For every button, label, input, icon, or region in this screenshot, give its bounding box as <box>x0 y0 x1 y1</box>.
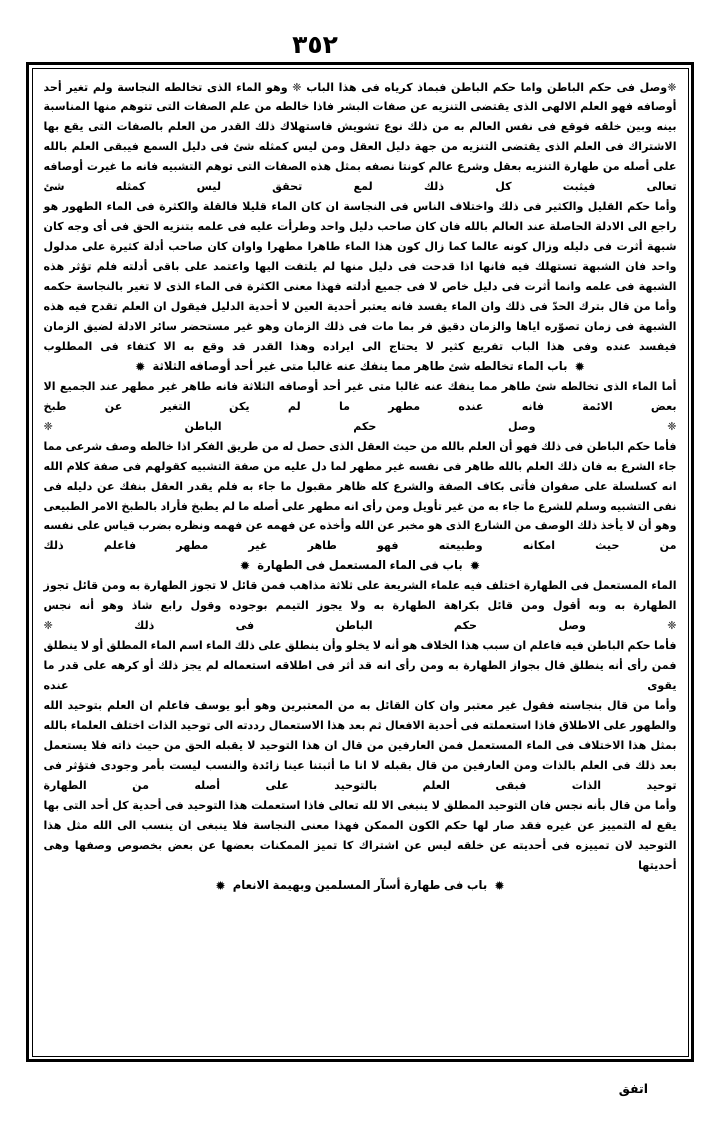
page-number: ٣٥٢ <box>292 29 338 59</box>
inline-section-heading: ❈ وصل حكم الباطن ❈ <box>43 419 677 433</box>
paragraph-block: أما الماء الذى تخالطه شئ طاهر مما ينفك عنه غالبا متى غير أحد أوصافه الثلاثة فانه طاهر غير مطهر عند الجميع الا بعض الائمة فانه عنده مطهر ما لم يكن التغير عن طبخ <box>43 379 677 413</box>
paragraph-block: وأما من قال بترك الحدّ فى ذلك وان الماء يفسد فانه يعتبر أحدية العين لا أحدية الدليل فيقول ان العلم تقدح فيه هذه الشبهة فى زمان تصوّره اياها والزمان دقيق فر بما مات فى ذلك الزمان وهو غير مستحضر سائر الادلة لضيق الزمان فيفسد عنده وفى هذا الباب تفريع كثير لا يحتاج الى ايراده وهذا القدر قد وقع به الا كتفاء فى المطلوب <box>43 299 677 353</box>
section-heading <box>44 556 677 576</box>
paragraph-block: ❈وصل فى حكم الباطن واما حكم الباطن فبماذ كرياه فى هذا الباب ❈ وهو الماء الذى تخالطه النجاسة ولم تغير أحد أوصافه فهو العلم الالهى الذى يقتضى التنزيه عن صفات البشر فاذا خالطه من علم الصفات التى تتوهم منها المناسبة بينه وبين خلقه فوقع فى نفس العالم به من ذلك نوع تشويش فاستهلاك ذلك القدر من العلم بالصفات التى يقع بها الاشتراك فى العلم الذى يقتضى التنزيه من جهة دليل العقل ومن ليس كمثله شئ فى دليل السمع فيبقى العلم بالله على أصله من طهارة التنزيه بعقل وشرع عالم كونتا نصفه بمثل هذه الصفات التى توهم التشبيه فانه ما غيرت أوصافه تعالى فيثبت كل ذلك لمع تحقق ليس كمثله شئ <box>43 80 677 194</box>
paragraph-block: وأما من قال بنجاسته فقول غير معتبر وان كان القائل به من المعتبرين وهو أبو يوسف فاعلم ان العلم بتوحيد الله والطهور على الاطلاق فاذا استعملته فى أحدية الافعال ثم بعد هذا الاستعمال رددته الى توحيد الذات اختلف العلماء بالله بمثل هذا الاختلاف فى الماء المستعمل فمن العارفين من قال ان هذا التوحيد لا يقبله الحق من حيث ذاته فلا يستعمل بعد ذلك فى العلم بالذات ومن العارفين من قال بقبله لا انا ما أثبتنا عينا زائدة والنسب ليست بأمر وجودى فتؤثر فى توحيد الذات فبقى العلم بالتوحيد على أصله من الطهارة <box>43 699 677 792</box>
ornament-icon: ✹ <box>239 558 251 574</box>
ornament-icon: ✹ <box>494 877 505 893</box>
section-heading <box>44 876 677 896</box>
section-heading-label: باب فى الماء المستعمل فى الطهارة <box>257 558 463 573</box>
body-text-column <box>44 78 677 896</box>
paragraph-block: فأما حكم الباطن فى ذلك فهو أن العلم بالله من حيث العقل الذى حصل له من طريق الفكر اذا خالطه وصف شرعى مما جاء الشرع به فان ذلك العلم بالله طاهر فى نفسه غير مطهر لما دل عليه من صفة التشبيه كقولهم فى صفة كلام الله انه كسلسلة على صفوان فأتى بكاف الصفة والشرع كله ظاهر مقبول ما جاء به فلم يقدر العقل بنفك عن دليله فى نفى التشبيه وسلم للشرع ما جاء به من غير تأويل ومن رأى انه مطهر على أصله ما لم يطبخ فأراد بالطبخ الامر الطبيعى وهو أن لا يأخذ ذلك الوصف من الشارع الذى هو مخبر عن الله وأخذه عن فهمه عن فهمه ونظره بضرب قياس على نفسه من حيث امكانه وطبيعته فهو طاهر غير مطهر فاعلم ذلك <box>43 439 677 553</box>
ornament-icon: ✹ <box>469 558 481 574</box>
paragraph-block: الماء المستعمل فى الطهارة اختلف فيه علماء الشريعة على ثلاثة مذاهب فمن قائل لا تجوز الطهارة به ومن قائل تجوز الطهارة به وبه أقول ومن قائل بكراهة الطهارة به ولا يجوز التيمم بوجوده وقول رابع شاذ وهو أنه نجس <box>43 579 677 613</box>
catchword: اتفق <box>618 1081 648 1096</box>
paragraph-block: فأما حكم الباطن فيه فاعلم ان سبب هذا الخلاف هو أنه لا يخلو وأن ينطلق على ذلك الماء اسم الماء المطلق أو لا ينطلق فمن رأى أنه ينطلق قال بجواز الطهارة به ومن رأى انه قد أثر فى اطلاقه استعماله لم يجز ذلك أو كرهه على قدر ما يقوى عنده <box>43 639 677 693</box>
paragraph-block: وأما من قال بأنه نجس فان التوحيد المطلق لا ينبغى الا لله تعالى فاذا استعملت هذا التوحيد فى أحدية كل أحد التى بها يقع له التمييز عن غيره فقد صار لها حكم الكون الممكن فهذا معنى النجاسة فلا ينبغى ان ينسب الى الله مثل هذا التوحيد لان تمييزه فى أحديته عن خلقه ليس عن اشتراك كا تميز الممكنات بعضها عن بعض بخصوص وصفها وهى أحديتها <box>43 798 677 872</box>
paragraph-block: وأما حكم القليل والكثير فى ذلك واختلاف الناس فى النجاسة ان كان الماء قليلا فالقلة والكثرة فى الماء الطهور هو راجع الى الادلة الحاصلة عند العالم بالله فان كان صاحب دليل واحد وطرأت عليه فى علمه بتنزيه الحق فى أى وجه كان شبهة أثرت فى دليله وزال كونه عالما كما زال كون هذا الماء طاهرا مطهرا واوان كان صاحب أدلة كثيرة على مدلول واحد فان الشبهة تستهلك فيه فانها اذا قدحت فى دليل منها لم يلتفت اليها واعتمد على باقى أدلته فلم تؤثر هذه الشبهة فى علمه وانما أثرت فى دليل خاص لا فى جميع أدلته فهذا معنى الكثرة فى الماء الذى لا تغير بالنجاسة حكمه <box>43 200 677 294</box>
inline-section-heading: ❈ وصل حكم الباطن فى ذلك ❈ <box>43 619 677 633</box>
text-frame-inner-rule <box>32 68 689 1057</box>
ornament-icon: ✹ <box>574 358 586 374</box>
ornament-icon: ✹ <box>215 877 226 893</box>
text-frame-outer-rule <box>26 62 694 1062</box>
catchword-row <box>619 1078 648 1097</box>
ornament-icon: ✹ <box>134 358 146 374</box>
section-heading-label: باب الماء تخالطه شئ طاهر مما ينفك عنه غالبا متى غير أحد أوصافه الثلاثة <box>152 358 568 373</box>
section-heading-label: باب فى طهارة أسآر المسلمين وبهيمة الانعام <box>232 877 488 892</box>
section-heading <box>44 357 677 377</box>
folio-number-row <box>0 28 720 60</box>
